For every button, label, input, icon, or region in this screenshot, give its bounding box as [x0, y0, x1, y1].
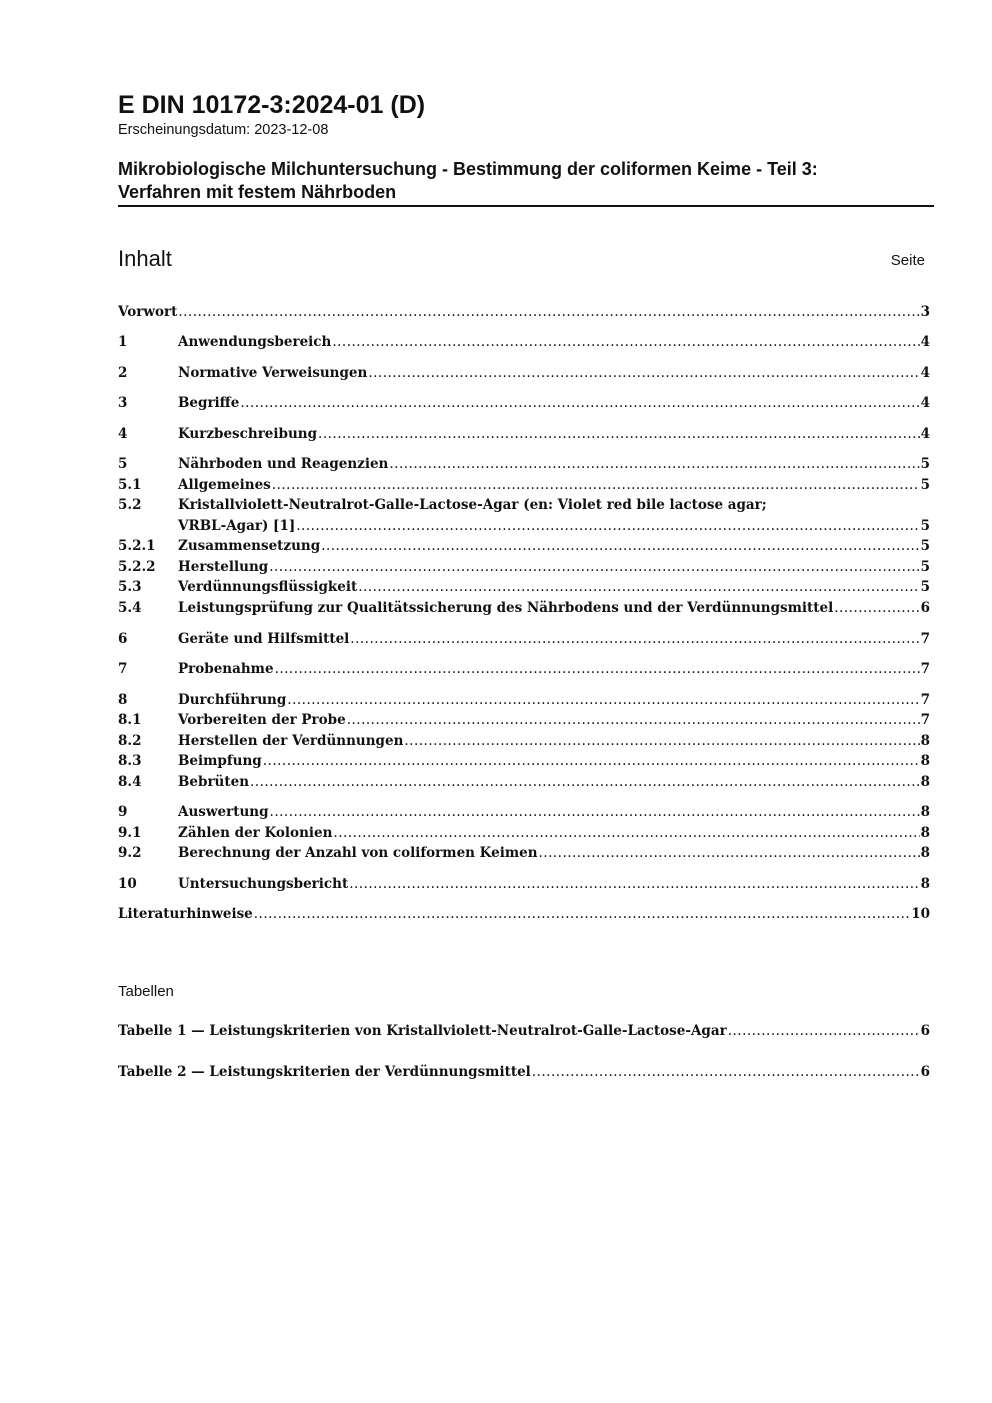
dot-leader: [834, 598, 919, 618]
toc-entry-literaturhinweise[interactable]: [118, 904, 930, 924]
toc-entry-text[interactable]: Probenahme: [178, 661, 274, 677]
toc-entry-number: 10: [118, 876, 137, 892]
toc-entry-text[interactable]: Kurzbeschreibung: [178, 426, 318, 442]
dot-leader: [332, 332, 919, 352]
toc-entry-4[interactable]: [118, 424, 930, 444]
toc-entry-page: 8: [920, 753, 930, 769]
toc-entry-6[interactable]: [118, 629, 930, 649]
toc-entry-page: 5: [920, 518, 930, 534]
toc-entry-8-1[interactable]: [118, 710, 930, 730]
toc-entry-page: 10: [911, 906, 930, 922]
toc-entry-page: 8: [920, 774, 930, 790]
toc-entry-page: 5: [920, 477, 930, 493]
dot-leader: [296, 516, 919, 536]
toc-entry-text[interactable]: Zählen der Kolonien: [178, 825, 333, 841]
toc-entry-text[interactable]: Geräte und Hilfsmittel: [178, 631, 350, 647]
toc-entry-text[interactable]: Herstellen der Verdünnungen: [178, 733, 404, 749]
toc-entry-text[interactable]: Verdünnungsflüssigkeit: [178, 579, 358, 595]
toc-entry-8-2[interactable]: [118, 731, 930, 751]
document-id: E DIN 10172-3:2024-01 (D): [118, 91, 426, 119]
toc-entry-5-1[interactable]: [118, 475, 930, 495]
toc-entry-number: 9: [118, 804, 128, 820]
toc-entry-text[interactable]: Allgemeines: [178, 477, 271, 493]
toc-entry-number: 3: [118, 395, 128, 411]
toc-entry-number: 9.2: [118, 845, 142, 861]
toc-entry-page: 8: [920, 876, 930, 892]
toc-entry-page: 8: [920, 804, 930, 820]
dot-leader: [250, 772, 920, 792]
table-entry-page: 6: [920, 1023, 930, 1039]
toc-entry-number: 1: [118, 334, 128, 350]
toc-entry-page: 6: [920, 600, 930, 616]
toc-entry-number: 5.4: [118, 600, 142, 616]
toc-entry-8-3[interactable]: [118, 751, 930, 771]
dot-leader: [272, 475, 920, 495]
toc-entry-number: 4: [118, 426, 128, 442]
toc-entry-text[interactable]: Nährboden und Reagenzien: [178, 456, 389, 472]
toc-entry-2[interactable]: [118, 363, 930, 383]
toc-entry-8-4[interactable]: [118, 772, 930, 792]
toc-entry-number: 8.1: [118, 712, 142, 728]
toc-entry-9-2[interactable]: [118, 843, 930, 863]
dot-leader: [275, 659, 920, 679]
table-entry-1[interactable]: [118, 1021, 930, 1041]
dot-leader: [287, 690, 919, 710]
toc-entry-text[interactable]: Vorbereiten der Probe: [178, 712, 346, 728]
toc-entry-number: 2: [118, 365, 128, 381]
dot-leader: [368, 363, 919, 383]
toc-entry-text[interactable]: Beimpfung: [178, 753, 262, 769]
toc-heading: Inhalt: [118, 246, 172, 271]
toc-entry-number: 8.4: [118, 774, 142, 790]
toc-entry-text[interactable]: Kristallviolett-Neutralrot-Galle-Lactose-Agar (en: Violet red bile lactose agar;: [178, 497, 767, 513]
toc-entry-number: 8.3: [118, 753, 142, 769]
toc-entry-page: 5: [920, 559, 930, 575]
toc-entry-5-2[interactable]: [118, 495, 930, 515]
toc-entry-5[interactable]: [118, 454, 930, 474]
toc-entry-number: 5.2.1: [118, 538, 156, 554]
toc-entry-9-1[interactable]: [118, 823, 930, 843]
toc-entry-text[interactable]: Anwendungsbereich: [178, 334, 332, 350]
publication-date: Erscheinungsdatum: 2023-12-08: [118, 122, 329, 138]
toc-entry-5-2-1[interactable]: [118, 536, 930, 556]
toc-entry-page: 8: [920, 733, 930, 749]
table-entry-text[interactable]: Tabelle 1 — Leistungskriterien von Kristallviolett-Neutralrot-Galle-Lactose-Agar: [118, 1023, 727, 1039]
toc-entry-5-4[interactable]: [118, 598, 930, 618]
dot-leader: [263, 751, 920, 771]
toc-entry-text[interactable]: Begriffe: [178, 395, 240, 411]
dot-leader: [270, 802, 920, 822]
toc-entry-number: 5: [118, 456, 128, 472]
toc-entry-5-2-continued[interactable]: [118, 516, 930, 536]
table-entry-2[interactable]: [118, 1062, 930, 1082]
toc-entry-page: 7: [920, 631, 930, 647]
dot-leader: [269, 557, 919, 577]
toc-entry-7[interactable]: [118, 659, 930, 679]
dot-leader: [321, 536, 919, 556]
toc-entry-text-continued[interactable]: VRBL-Agar) [1]: [178, 518, 296, 534]
document-title-line-2: Verfahren mit festem Nährboden: [118, 182, 397, 202]
toc-entry-page: 5: [920, 538, 930, 554]
dot-leader: [349, 874, 919, 894]
toc-entry-3[interactable]: [118, 393, 930, 413]
toc-entry-text[interactable]: Bebrüten: [178, 774, 250, 790]
toc-entry-page: 4: [920, 365, 930, 381]
toc-entry-number: 5.2: [118, 497, 142, 513]
toc-entry-10[interactable]: [118, 874, 930, 894]
toc-entry-text[interactable]: Durchführung: [178, 692, 287, 708]
tables-heading: Tabellen: [118, 983, 174, 1000]
dot-leader: [318, 424, 920, 444]
toc-page-heading: Seite: [890, 252, 925, 269]
toc-entry-page: 7: [920, 661, 930, 677]
toc-entry-text[interactable]: Berechnung der Anzahl von coliformen Keimen: [178, 845, 538, 861]
dot-leader: [728, 1021, 920, 1041]
dot-leader: [539, 843, 920, 863]
dot-leader: [389, 454, 919, 474]
document-title: [118, 158, 934, 207]
toc-entry-number: 5.2.2: [118, 559, 156, 575]
toc-entry-text[interactable]: Untersuchungsbericht: [178, 876, 349, 892]
toc-entry-page: 4: [920, 395, 930, 411]
toc-entry-text[interactable]: Leistungsprüfung zur Qualitätssicherung des Nährbodens und der Verdünnungsmittel: [178, 600, 834, 616]
toc-entry-page: 8: [920, 845, 930, 861]
toc-entry-page: 3: [920, 304, 930, 320]
toc-entry-1[interactable]: [118, 332, 930, 352]
toc-entry-number: 8.2: [118, 733, 142, 749]
toc-entry-number: 7: [118, 661, 128, 677]
toc-entry-number: 8: [118, 692, 128, 708]
dot-leader: [254, 904, 910, 924]
document-title-line-1: Mikrobiologische Milchuntersuchung - Bestimmung der coliformen Keime - Teil 3:: [118, 159, 818, 179]
dot-leader: [350, 629, 919, 649]
toc-entry-number: 9.1: [118, 825, 142, 841]
toc-entry-page: 8: [920, 825, 930, 841]
toc-entry-5-3[interactable]: [118, 577, 930, 597]
dot-leader: [240, 393, 919, 413]
toc-entry-page: 4: [920, 426, 930, 442]
toc-entry-page: 7: [920, 692, 930, 708]
toc-entry-page: 7: [920, 712, 930, 728]
dot-leader: [333, 823, 919, 843]
toc-entry-number: 6: [118, 631, 128, 647]
toc-entry-text[interactable]: Literaturhinweise: [118, 906, 253, 922]
toc-entry-number: 5.3: [118, 579, 142, 595]
toc-entry-5-2-2[interactable]: [118, 557, 930, 577]
toc-entry-text[interactable]: Vorwort: [118, 304, 178, 320]
toc-entry-9[interactable]: [118, 802, 930, 822]
dot-leader: [358, 577, 919, 597]
toc-entry-text[interactable]: Normative Verweisungen: [178, 365, 368, 381]
toc-entry-page: 5: [920, 579, 930, 595]
dot-leader: [178, 302, 919, 322]
toc-entry-vorwort[interactable]: [118, 302, 930, 322]
dot-leader: [532, 1062, 920, 1082]
table-entry-text[interactable]: Tabelle 2 — Leistungskriterien der Verdünnungsmittel: [118, 1064, 531, 1080]
table-entry-page: 6: [920, 1064, 930, 1080]
toc-entry-page: 5: [920, 456, 930, 472]
toc-entry-page: 4: [920, 334, 930, 350]
dot-leader: [404, 731, 919, 751]
toc-entry-number: 5.1: [118, 477, 142, 493]
toc-entry-text[interactable]: Zusammensetzung: [178, 538, 321, 554]
dot-leader: [347, 710, 920, 730]
toc-entry-text[interactable]: Herstellung: [178, 559, 269, 575]
toc-entry-text[interactable]: Auswertung: [178, 804, 269, 820]
toc-entry-8[interactable]: [118, 690, 930, 710]
